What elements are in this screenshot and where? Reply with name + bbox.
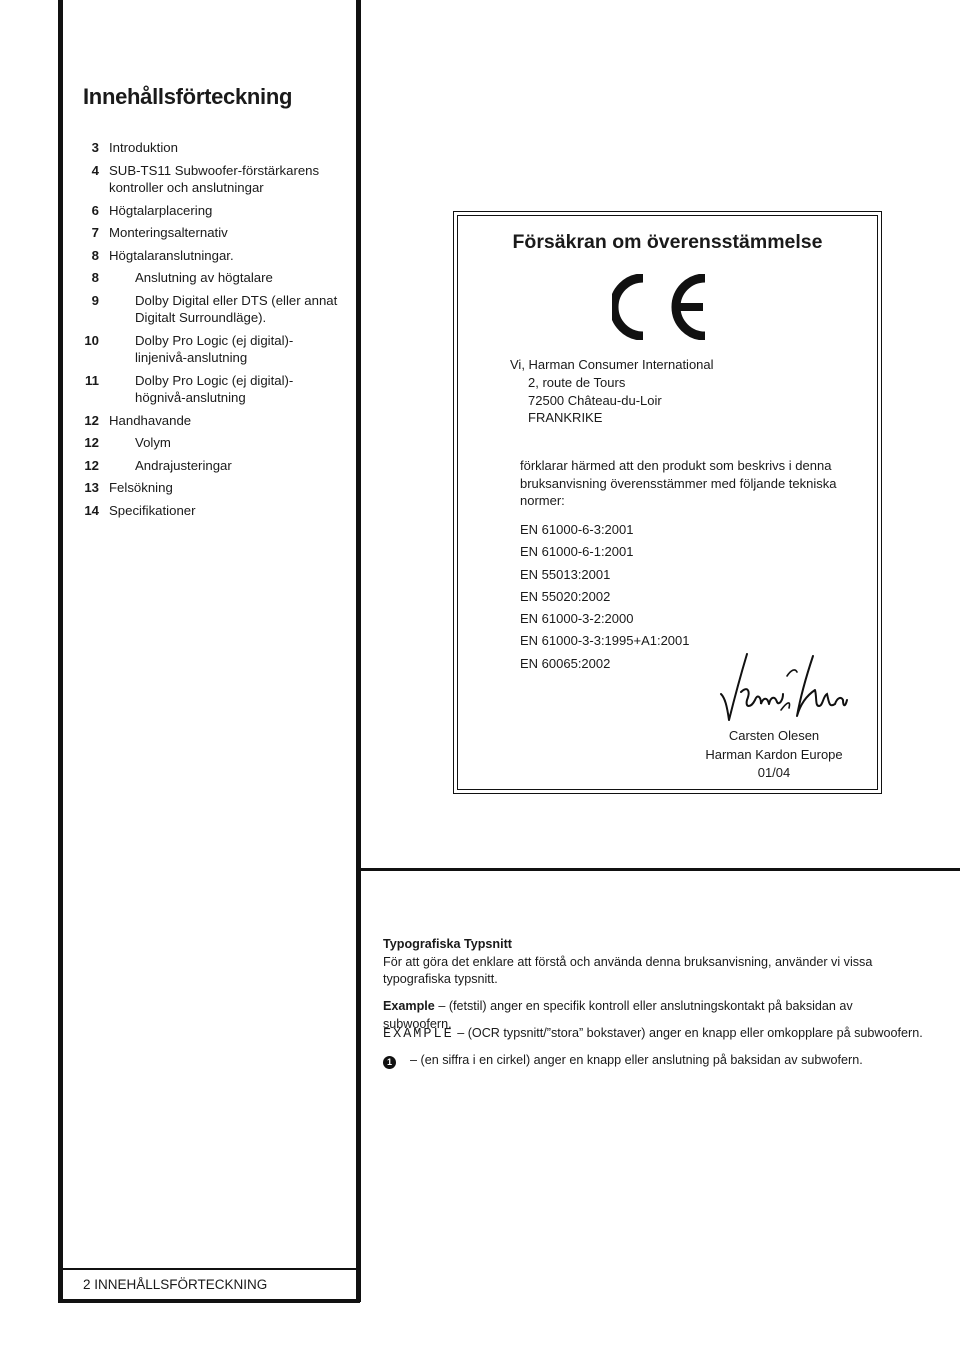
toc-page-number: 7 (91, 225, 99, 240)
left-frame-rule (58, 0, 63, 1302)
standard-item: EN 61000-3-2:2000 (520, 611, 634, 627)
circle-description: – (en siffra i en cirkel) anger en knapp eller anslutning på baksidan av subwofern. (410, 1053, 863, 1067)
signer-name: Carsten Olesen (728, 728, 820, 743)
page-footer: 2 INNEHÅLLSFÖRTECKNING (83, 1277, 268, 1292)
toc-entry-title: Introduktion (109, 140, 178, 155)
toc-entry-title: Högtalaranslutningar. (109, 247, 234, 263)
toc-entry-title: Dolby Pro Logic (ej digital)- högnivå-anslutning (135, 372, 294, 405)
ocr-example: EXAMPLE (383, 1027, 454, 1042)
handwritten-signature (717, 650, 849, 724)
circled-number-icon: 1 (383, 1056, 396, 1069)
toc-page-number: 6 (91, 202, 99, 218)
declaration-date: 01/04 (757, 765, 791, 780)
standard-item: EN 61000-6-3:2001 (520, 522, 634, 537)
standards-list (520, 519, 690, 675)
toc-page-number: 14 (84, 502, 99, 518)
toc-entry-title: Monteringsalternativ (109, 225, 228, 240)
toc-entry-title: Dolby Digital eller DTS (eller annat Digitalt Surroundläge). (135, 292, 338, 325)
page-title: Innehållsförteckning (83, 84, 293, 109)
toc-page-number: 8 (91, 270, 99, 285)
standard-item: EN 60065:2002 (520, 655, 611, 671)
address-line: FRANKRIKE (528, 410, 603, 426)
toc-entry-title: Specifikationer (109, 502, 196, 518)
toc-entry-title: Högtalarplacering (109, 202, 213, 218)
signer-company: Harman Kardon Europe (705, 746, 843, 762)
address-line: Vi, Harman Consumer International (510, 357, 714, 372)
standard-item: EN 55013:2001 (520, 566, 611, 582)
toc-page-number: 9 (91, 292, 99, 308)
toc-page-number: 10 (84, 332, 99, 348)
bold-description: – (fetstil) anger en specifik kontroll eller anslutningskontakt på baksidan av subwoofern. (383, 999, 853, 1031)
address-line: 2, route de Tours (528, 374, 626, 390)
toc-entry-title: SUB-TS11 Subwoofer-förstärkarens kontroller och anslutningar (109, 162, 320, 195)
toc-entry-title: Dolby Pro Logic (ej digital)- linjenivå-anslutning (135, 332, 294, 365)
typography-heading: Typografiska Typsnitt (383, 937, 512, 951)
toc-page-number: 3 (91, 140, 99, 155)
toc-entry-title: Andrajusteringar (135, 457, 232, 473)
standard-item: EN 61000-3-3:1995+A1:2001 (520, 633, 690, 649)
ce-mark-icon (612, 274, 712, 340)
manufacturer-address (510, 356, 714, 427)
footer-bottom-rule (58, 1299, 360, 1303)
toc-entry-title: Handhavande (109, 412, 192, 428)
signer-block (674, 727, 874, 783)
toc-page-number: 4 (91, 162, 99, 178)
toc-entry-title: Volym (135, 435, 171, 450)
declaration-box (453, 211, 882, 794)
bold-example: Example (383, 999, 435, 1013)
toc-page-number: 12 (84, 435, 99, 450)
toc-entry-title: Felsökning (109, 480, 173, 495)
declaration-title: Försäkran om överensstämmelse (512, 231, 823, 253)
toc-page-number: 12 (84, 412, 99, 428)
toc-page-number: 13 (84, 480, 99, 495)
toc-page-number: 11 (85, 372, 99, 388)
section-divider-rule (358, 868, 960, 871)
ocr-example-row (383, 1025, 923, 1044)
typography-intro: För att göra det enklare att förstå och använda denna bruksanvisning, använder vi vissa typografiska typsnitt. (383, 954, 873, 986)
center-divider-rule (356, 0, 361, 1302)
footer-top-rule (58, 1268, 360, 1270)
standard-item: EN 55020:2002 (520, 588, 611, 604)
standard-item: EN 61000-6-1:2001 (520, 544, 634, 560)
ocr-description: – (OCR typsnitt/”stora” bokstaver) anger en knapp eller omkopplare på subwoofern. (457, 1026, 923, 1040)
circle-example-row (383, 1052, 923, 1070)
declaration-statement: förklarar härmed att den produkt som beskrivs i denna bruksanvisning överensstämmer med följande tekniska normer: (520, 458, 837, 508)
address-line: 72500 Château-du-Loir (528, 392, 662, 408)
toc-page-number: 8 (91, 247, 99, 263)
toc-entry-title: Anslutning av högtalare (135, 270, 273, 285)
toc-page-number: 12 (84, 457, 99, 473)
